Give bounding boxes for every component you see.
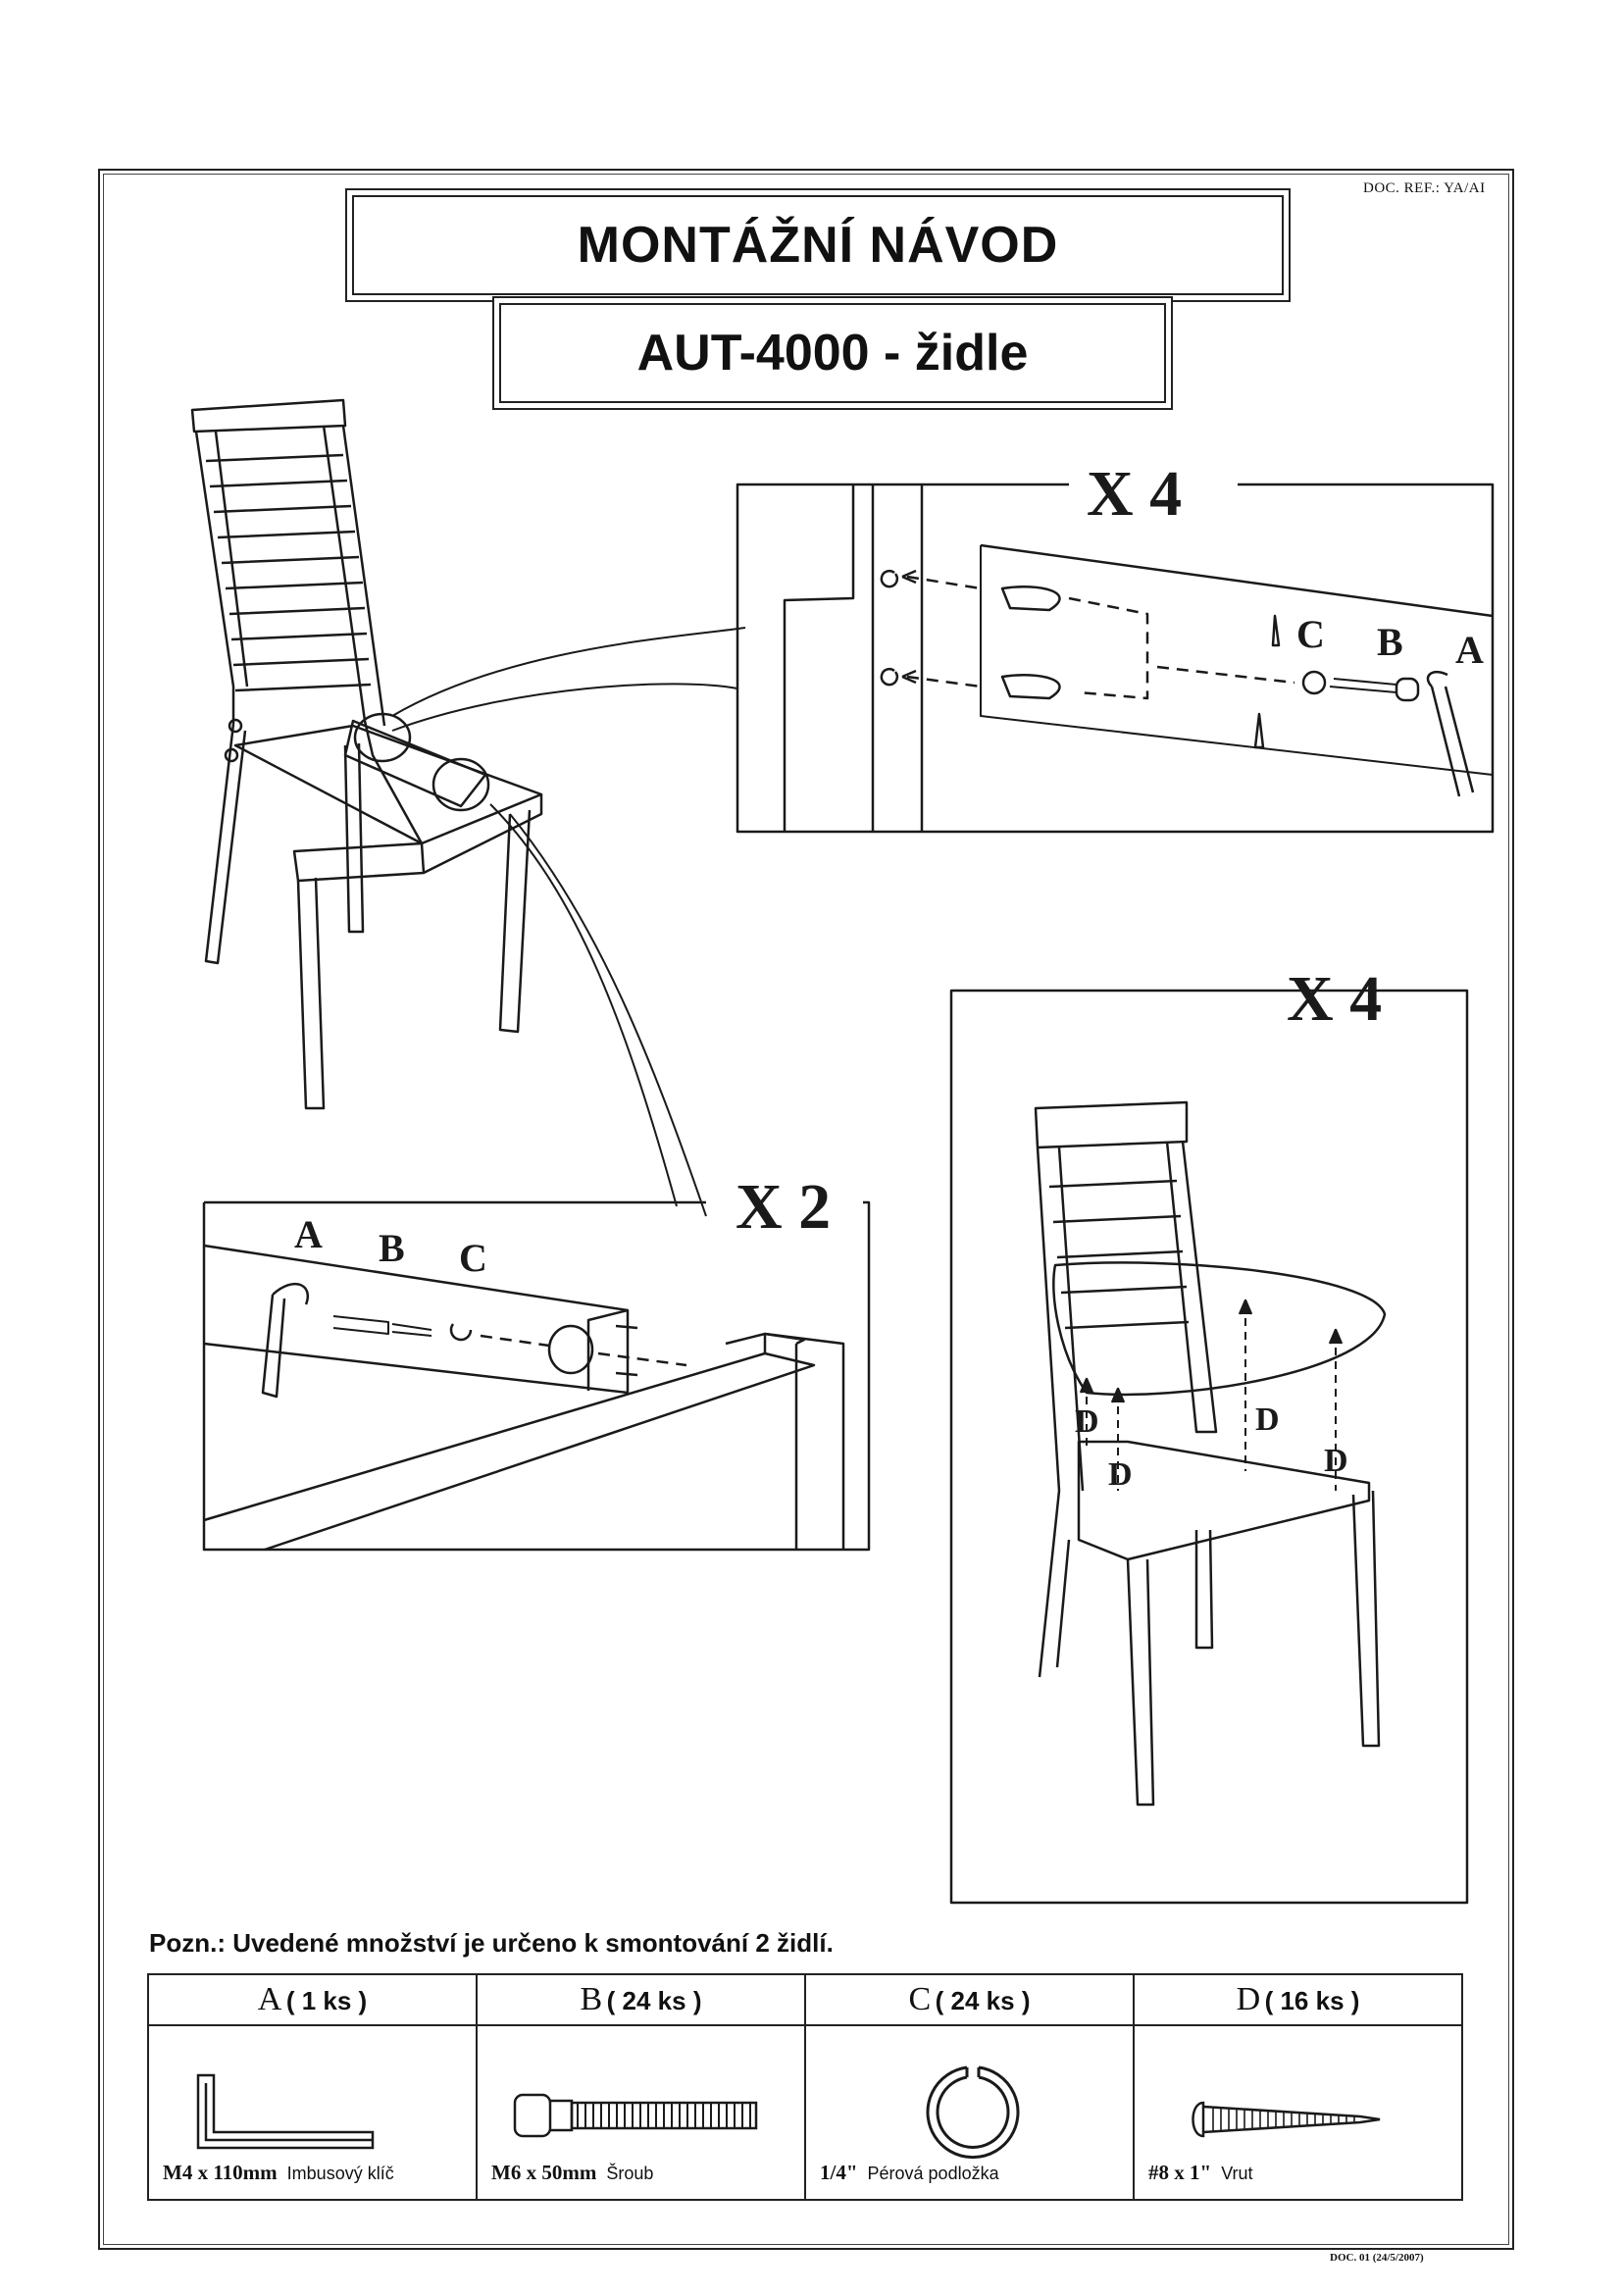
seat-step-label-d1: D bbox=[1075, 1403, 1099, 1440]
detail-top-label-c: C bbox=[1296, 612, 1325, 656]
detail-bottom-label-a: A bbox=[294, 1212, 323, 1256]
doc-ref: DOC. REF.: YA/AI bbox=[1363, 180, 1486, 196]
part-spec bbox=[820, 2161, 999, 2185]
detail-top-multiplier: X 4 bbox=[1087, 458, 1183, 530]
part-size: M6 x 50mm bbox=[491, 2161, 597, 2184]
part-letter: A bbox=[257, 1981, 282, 2017]
seat-step-label-d3: D bbox=[1255, 1401, 1280, 1438]
part-cell-d bbox=[1134, 2025, 1462, 2200]
part-spec bbox=[491, 2161, 653, 2185]
part-header-d bbox=[1134, 1974, 1462, 2025]
seat-step-label-d4: D bbox=[1324, 1443, 1348, 1479]
part-letter: D bbox=[1236, 1981, 1261, 2017]
part-header-c bbox=[805, 1974, 1134, 2025]
detail-bottom-drawing bbox=[204, 1246, 843, 1550]
part-name: Imbusový klíč bbox=[286, 2164, 394, 2183]
parts-table bbox=[147, 1973, 1463, 2201]
part-header-b bbox=[477, 1974, 805, 2025]
chair-frame-drawing bbox=[192, 400, 541, 1108]
part-name: Vrut bbox=[1221, 2164, 1253, 2183]
part-header-a bbox=[148, 1974, 477, 2025]
seat-step-multiplier: X 4 bbox=[1287, 963, 1383, 1035]
doc-footer-code: DOC. 01 (24/5/2007) bbox=[1330, 2252, 1424, 2264]
part-name: Pérová podložka bbox=[867, 2164, 999, 2183]
detail-bottom-label-b: B bbox=[379, 1226, 405, 1270]
detail-top-label-a: A bbox=[1455, 628, 1484, 672]
part-spec bbox=[163, 2161, 394, 2185]
part-letter: C bbox=[908, 1981, 932, 2017]
part-qty: ( 24 ks ) bbox=[935, 1986, 1031, 2015]
detail-bottom-multiplier: X 2 bbox=[736, 1171, 832, 1243]
part-size: M4 x 110mm bbox=[163, 2161, 278, 2184]
part-cell-a bbox=[148, 2025, 477, 2200]
detail-bottom-label-c: C bbox=[459, 1236, 487, 1280]
part-spec bbox=[1148, 2161, 1253, 2185]
page-title: MONTÁŽNÍ NÁVOD bbox=[345, 188, 1291, 302]
seat-step-label-d2: D bbox=[1108, 1456, 1133, 1493]
part-qty: ( 1 ks ) bbox=[285, 1986, 368, 2015]
detail-top-label-b: B bbox=[1377, 620, 1403, 664]
quantity-note: Pozn.: Uvedené množství je určeno k smontování 2 židlí. bbox=[149, 1928, 834, 1958]
part-letter: B bbox=[580, 1981, 603, 2017]
part-qty: ( 16 ks ) bbox=[1264, 1986, 1360, 2015]
product-subtitle: AUT-4000 - židle bbox=[492, 296, 1173, 410]
part-cell-c bbox=[805, 2025, 1134, 2200]
part-name: Šroub bbox=[606, 2164, 654, 2183]
part-size: 1/4" bbox=[820, 2161, 858, 2184]
part-qty: ( 24 ks ) bbox=[606, 1986, 702, 2015]
part-size: #8 x 1" bbox=[1148, 2161, 1212, 2184]
part-cell-b bbox=[477, 2025, 805, 2200]
